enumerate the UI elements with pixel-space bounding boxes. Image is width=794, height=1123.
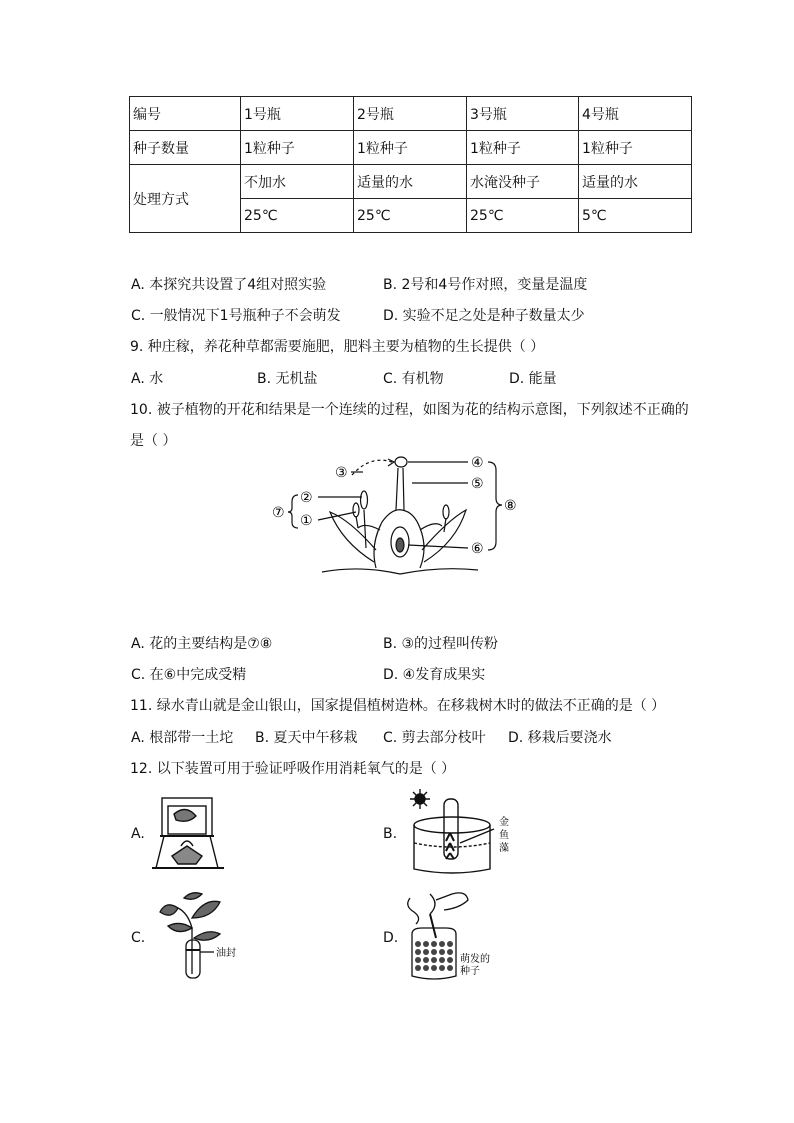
q9-option-c: C. 有机物 <box>383 371 444 387</box>
table-cell: 25℃ <box>354 199 467 233</box>
apparatus-a-image <box>150 790 230 872</box>
apparatus-c-image <box>148 888 258 982</box>
q11-stem: 11. 绿水青山就是金山银山，国家提倡植树造林。在移栽树木时的做法不正确的是（ ） <box>130 698 666 714</box>
q12-option-d: D. <box>383 930 399 946</box>
table-cell: 5℃ <box>579 199 692 233</box>
label-c: 油封 <box>216 948 236 959</box>
q9-stem: 9. 种庄稼，养花种草都需要施肥，肥料主要为植物的生长提供（ ） <box>130 339 545 355</box>
label-b-2: 鱼 <box>499 830 509 841</box>
table-cell: 适量的水 <box>579 165 692 199</box>
q10-stem-line2: 是（ ） <box>130 433 177 449</box>
q10-option-a: A. 花的主要结构是⑦⑧ <box>131 636 273 652</box>
table-row <box>130 165 692 199</box>
table-cell: 1粒种子 <box>354 131 467 165</box>
table-cell: 1粒种子 <box>579 131 692 165</box>
q11-option-c: C. 剪去部分枝叶 <box>383 730 486 746</box>
label-d-1: 萌发的 <box>460 954 490 965</box>
table-cell: 不加水 <box>241 165 354 199</box>
table-cell: 4号瓶 <box>579 97 692 131</box>
q9-option-d: D. 能量 <box>509 371 557 387</box>
table-cell: 种子数量 <box>130 131 241 165</box>
q8-option-a: A. 本探究共设置了4组对照实验 <box>131 277 327 293</box>
apparatus-d-image <box>400 888 510 982</box>
q12-option-b: B. <box>383 826 398 842</box>
table-cell: 编号 <box>130 97 241 131</box>
apparatus-b-image <box>402 785 532 877</box>
label-b-3: 藻 <box>499 843 509 854</box>
q8-option-d: D. 实验不足之处是种子数量太少 <box>383 308 585 324</box>
q11-option-d: D. 移栽后要浇水 <box>508 730 612 746</box>
q11-option-a: A. 根部带一土坨 <box>131 730 234 746</box>
table-cell: 2号瓶 <box>354 97 467 131</box>
q11-option-b: B. 夏天中午移栽 <box>255 730 358 746</box>
label-b-1: 金 <box>499 817 509 828</box>
table-cell: 适量的水 <box>354 165 467 199</box>
q10-option-d: D. ④发育成果实 <box>383 667 486 683</box>
table-cell: 1号瓶 <box>241 97 354 131</box>
table-cell: 25℃ <box>467 199 579 233</box>
q9-option-b: B. 无机盐 <box>257 371 318 387</box>
label-5: ⑤ <box>471 476 484 492</box>
label-4: ④ <box>471 455 484 471</box>
table-cell-method: 处理方式 <box>130 165 241 233</box>
label-6: ⑥ <box>471 541 484 557</box>
table-cell: 3号瓶 <box>467 97 579 131</box>
label-1: ① <box>300 513 313 529</box>
table-cell: 1粒种子 <box>241 131 354 165</box>
q12-option-a: A. <box>131 826 145 842</box>
experiment-table <box>129 96 692 233</box>
table-header-row <box>130 97 692 131</box>
q9-option-a: A. 水 <box>131 371 164 387</box>
q8-option-c: C. 一般情况下1号瓶种子不会萌发 <box>131 308 341 324</box>
q10-stem-line1: 10. 被子植物的开花和结果是一个连续的过程，如图为花的结构示意图，下列叙述不正确的 <box>130 402 689 418</box>
q12-option-c: C. <box>131 930 146 946</box>
label-2: ② <box>300 490 313 506</box>
table-cell: 水淹没种子 <box>467 165 579 199</box>
q8-option-b: B. 2号和4号作对照，变量是温度 <box>383 277 588 293</box>
label-7: ⑦ <box>272 505 285 521</box>
label-3: ③ <box>335 465 348 481</box>
table-row <box>130 131 692 165</box>
label-8: ⑧ <box>504 498 517 514</box>
table-cell: 1粒种子 <box>467 131 579 165</box>
table-cell: 25℃ <box>241 199 354 233</box>
q10-option-b: B. ③的过程叫传粉 <box>383 636 499 652</box>
flower-structure-diagram <box>270 450 530 590</box>
label-d-2: 种子 <box>460 966 480 977</box>
q10-option-c: C. 在⑥中完成受精 <box>131 667 247 683</box>
q12-stem: 12. 以下装置可用于验证呼吸作用消耗氧气的是（ ） <box>130 761 456 777</box>
